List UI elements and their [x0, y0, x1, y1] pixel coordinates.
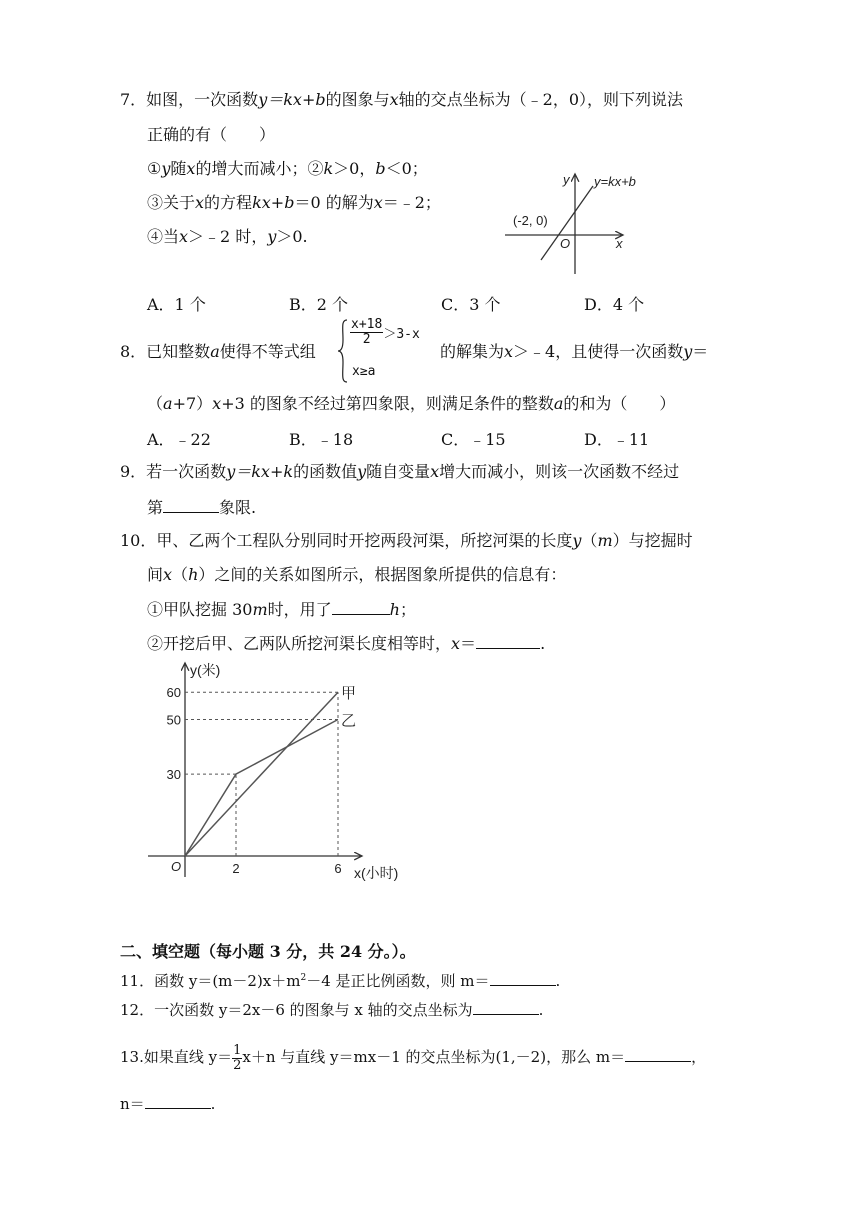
- text: ＝: [460, 634, 477, 653]
- inequality-system: [337, 318, 445, 384]
- point-label: (-2, 0): [513, 213, 548, 228]
- y-axis-label: y: [563, 172, 570, 187]
- fraction: [350, 318, 383, 347]
- denominator: 2: [233, 1057, 242, 1073]
- math: y＝kx+b: [258, 90, 326, 109]
- q7-option-a: A．1 个: [147, 295, 206, 314]
- q11: [120, 967, 560, 992]
- text: ，: [691, 1048, 707, 1066]
- answer-blank[interactable]: [145, 1092, 211, 1109]
- series-label: 甲: [341, 685, 357, 703]
- text: －4 是正比例函数，则 m＝: [306, 972, 490, 990]
- text: 第: [147, 498, 164, 517]
- math: m: [252, 600, 268, 619]
- text: 11．函数 y＝(m－2)x＋m: [120, 972, 301, 990]
- answer-blank[interactable]: [473, 998, 539, 1015]
- q8-option-b: B．﹣18: [289, 430, 354, 449]
- q7-option-b: B．2 个: [289, 295, 349, 314]
- numerator: x+18: [351, 317, 383, 332]
- text: 时，用了: [267, 600, 332, 619]
- answer-blank[interactable]: [163, 496, 219, 513]
- math: y: [683, 342, 693, 361]
- text: 增大而减小，则该一次函数不经过: [439, 462, 680, 481]
- q10-statement-2: [147, 632, 545, 655]
- q7-option-d: D．4 个: [584, 295, 645, 314]
- fraction-one-half: [232, 1044, 242, 1073]
- q10-line1: [120, 530, 693, 552]
- math: k: [323, 159, 334, 178]
- denominator: 2: [362, 332, 371, 347]
- q10-chart: [140, 655, 420, 895]
- text: 间: [147, 565, 164, 584]
- inequality-2: x≥a: [352, 364, 376, 379]
- text: ①: [147, 159, 162, 178]
- math: m: [597, 531, 613, 550]
- q8-option-c: C．﹣15: [441, 430, 506, 449]
- q7-statement-4: [147, 226, 308, 248]
- math: y: [161, 159, 171, 178]
- text: 的函数值: [293, 462, 358, 481]
- text: ＞﹣2 时，: [188, 227, 268, 246]
- math: x: [504, 342, 514, 361]
- text: 的解集为: [440, 342, 505, 361]
- math: x: [195, 193, 205, 212]
- text: 10．甲、乙两个工程队分别同时开挖两段河渠，所挖河渠的长度: [120, 531, 573, 550]
- q8-option-d: D．﹣11: [584, 430, 650, 449]
- math: x: [430, 462, 440, 481]
- math: a: [163, 394, 173, 413]
- text: 12．一次函数 y＝2x－6 的图象与 x 轴的交点坐标为: [120, 1001, 473, 1019]
- math: x: [186, 159, 196, 178]
- text: .: [538, 1001, 544, 1019]
- text: （: [172, 565, 189, 584]
- q8-line1-start: [120, 341, 316, 363]
- math: kx+b: [252, 193, 295, 212]
- numerator: 1: [233, 1042, 242, 1058]
- q8-line2: [147, 393, 675, 415]
- series-line-yi: [185, 720, 338, 857]
- text: 8．已知整数: [120, 342, 211, 361]
- x-axis-label: x(小时): [354, 865, 399, 881]
- text: 随: [170, 159, 187, 178]
- q13-line1: [120, 1040, 706, 1074]
- text: 使得不等式组: [219, 342, 316, 361]
- text: ）与挖掘时: [612, 531, 693, 550]
- q9-line1: [120, 461, 679, 483]
- q12: [120, 998, 543, 1021]
- text: （: [147, 394, 164, 413]
- text: +7）: [172, 394, 213, 413]
- q7-statement-1-2: [147, 158, 428, 180]
- origin-label: O: [560, 236, 571, 251]
- x-tick-label: 2: [232, 861, 240, 876]
- text: .: [540, 634, 546, 653]
- q10-statement-1: [147, 598, 416, 621]
- math: y: [357, 462, 367, 481]
- text: 7．如图，一次函数: [120, 90, 259, 109]
- text: ；: [399, 600, 416, 619]
- y-tick-label: 60: [166, 685, 181, 701]
- x-axis-label: x: [616, 236, 623, 251]
- answer-blank[interactable]: [625, 1045, 691, 1062]
- q8-option-a: A．﹣22: [147, 430, 211, 449]
- text: +3 的图象不经过第四象限，则满足条件的整数: [221, 394, 554, 413]
- text: x＋n 与直线 y＝mx－1 的交点坐标为(1,－2)，那么 m＝: [242, 1048, 626, 1066]
- text: ＝: [692, 342, 709, 361]
- math: x: [179, 227, 189, 246]
- text: .: [210, 1095, 216, 1113]
- math: y＝kx+k: [226, 462, 294, 481]
- inequality-1: [350, 318, 420, 347]
- equation-label: y=kx+b: [594, 174, 636, 189]
- text: n＝: [120, 1095, 145, 1113]
- text: 随自变量: [366, 462, 431, 481]
- y-tick-label: 30: [166, 767, 181, 783]
- math: x: [389, 90, 399, 109]
- math: x: [373, 193, 383, 212]
- superscript: 2: [300, 973, 307, 983]
- text: ＝﹣2；: [382, 193, 441, 212]
- q8-line1-end: [440, 341, 708, 363]
- math: a: [210, 342, 220, 361]
- math: a: [553, 394, 564, 413]
- text: 象限.: [219, 498, 257, 517]
- math: h: [389, 600, 400, 619]
- y-axis-label: y(米): [190, 662, 221, 678]
- series-label: 乙: [341, 712, 357, 730]
- math: y: [572, 531, 582, 550]
- q10-line2: [147, 564, 566, 586]
- text: 9．若一次函数: [120, 462, 227, 481]
- text: 13.如果直线 y＝: [120, 1048, 233, 1066]
- text: .: [555, 972, 561, 990]
- q7-option-c: C．3 个: [441, 295, 501, 314]
- section-2-title: 二、填空题（每小题 3 分，共 24 分。）。: [120, 942, 416, 961]
- q7-function-graph: [505, 168, 655, 278]
- text: ）之间的关系如图所示，根据图象所提供的信息有：: [198, 565, 567, 584]
- math: x: [163, 565, 173, 584]
- text: ＞0，: [333, 159, 376, 178]
- q7-line1: [120, 89, 683, 111]
- text: 的图象与: [325, 90, 390, 109]
- left-brace: [337, 318, 349, 384]
- text: ＝0 的解为: [294, 193, 374, 212]
- math: x: [451, 634, 461, 653]
- text: ③关于: [147, 193, 196, 212]
- text: （: [581, 531, 598, 550]
- q9-line2: [147, 496, 256, 519]
- text: 的方程: [204, 193, 253, 212]
- math: x: [212, 394, 222, 413]
- text: ＞0.: [276, 227, 308, 246]
- text: ④当: [147, 227, 180, 246]
- text: ①甲队挖掘 30: [147, 600, 253, 619]
- text: ②开挖后甲、乙两队所挖河渠长度相等时，: [147, 634, 452, 653]
- x-tick-label: 6: [334, 861, 342, 876]
- q7-statement-3: [147, 192, 441, 214]
- text: ＜0；: [385, 159, 428, 178]
- answer-blank[interactable]: [476, 632, 540, 649]
- math: y: [267, 227, 277, 246]
- q7-line2: 正确的有（ ）: [147, 125, 276, 144]
- math: b: [375, 159, 386, 178]
- text: ＞﹣4，且使得一次函数: [513, 342, 684, 361]
- text: 轴的交点坐标为（﹣2，0），则下列说法: [398, 90, 684, 109]
- text: 的和为（ ）: [563, 394, 676, 413]
- answer-blank[interactable]: [490, 969, 556, 986]
- text: 的增大而减小；②: [195, 159, 324, 178]
- math: h: [188, 565, 199, 584]
- inequality-rhs: ＞3-x: [383, 327, 420, 342]
- y-tick-label: 50: [166, 712, 181, 728]
- series-line-jia: [185, 692, 338, 856]
- answer-blank[interactable]: [332, 598, 390, 615]
- q13-line2: [120, 1092, 215, 1115]
- origin-label: O: [171, 859, 182, 874]
